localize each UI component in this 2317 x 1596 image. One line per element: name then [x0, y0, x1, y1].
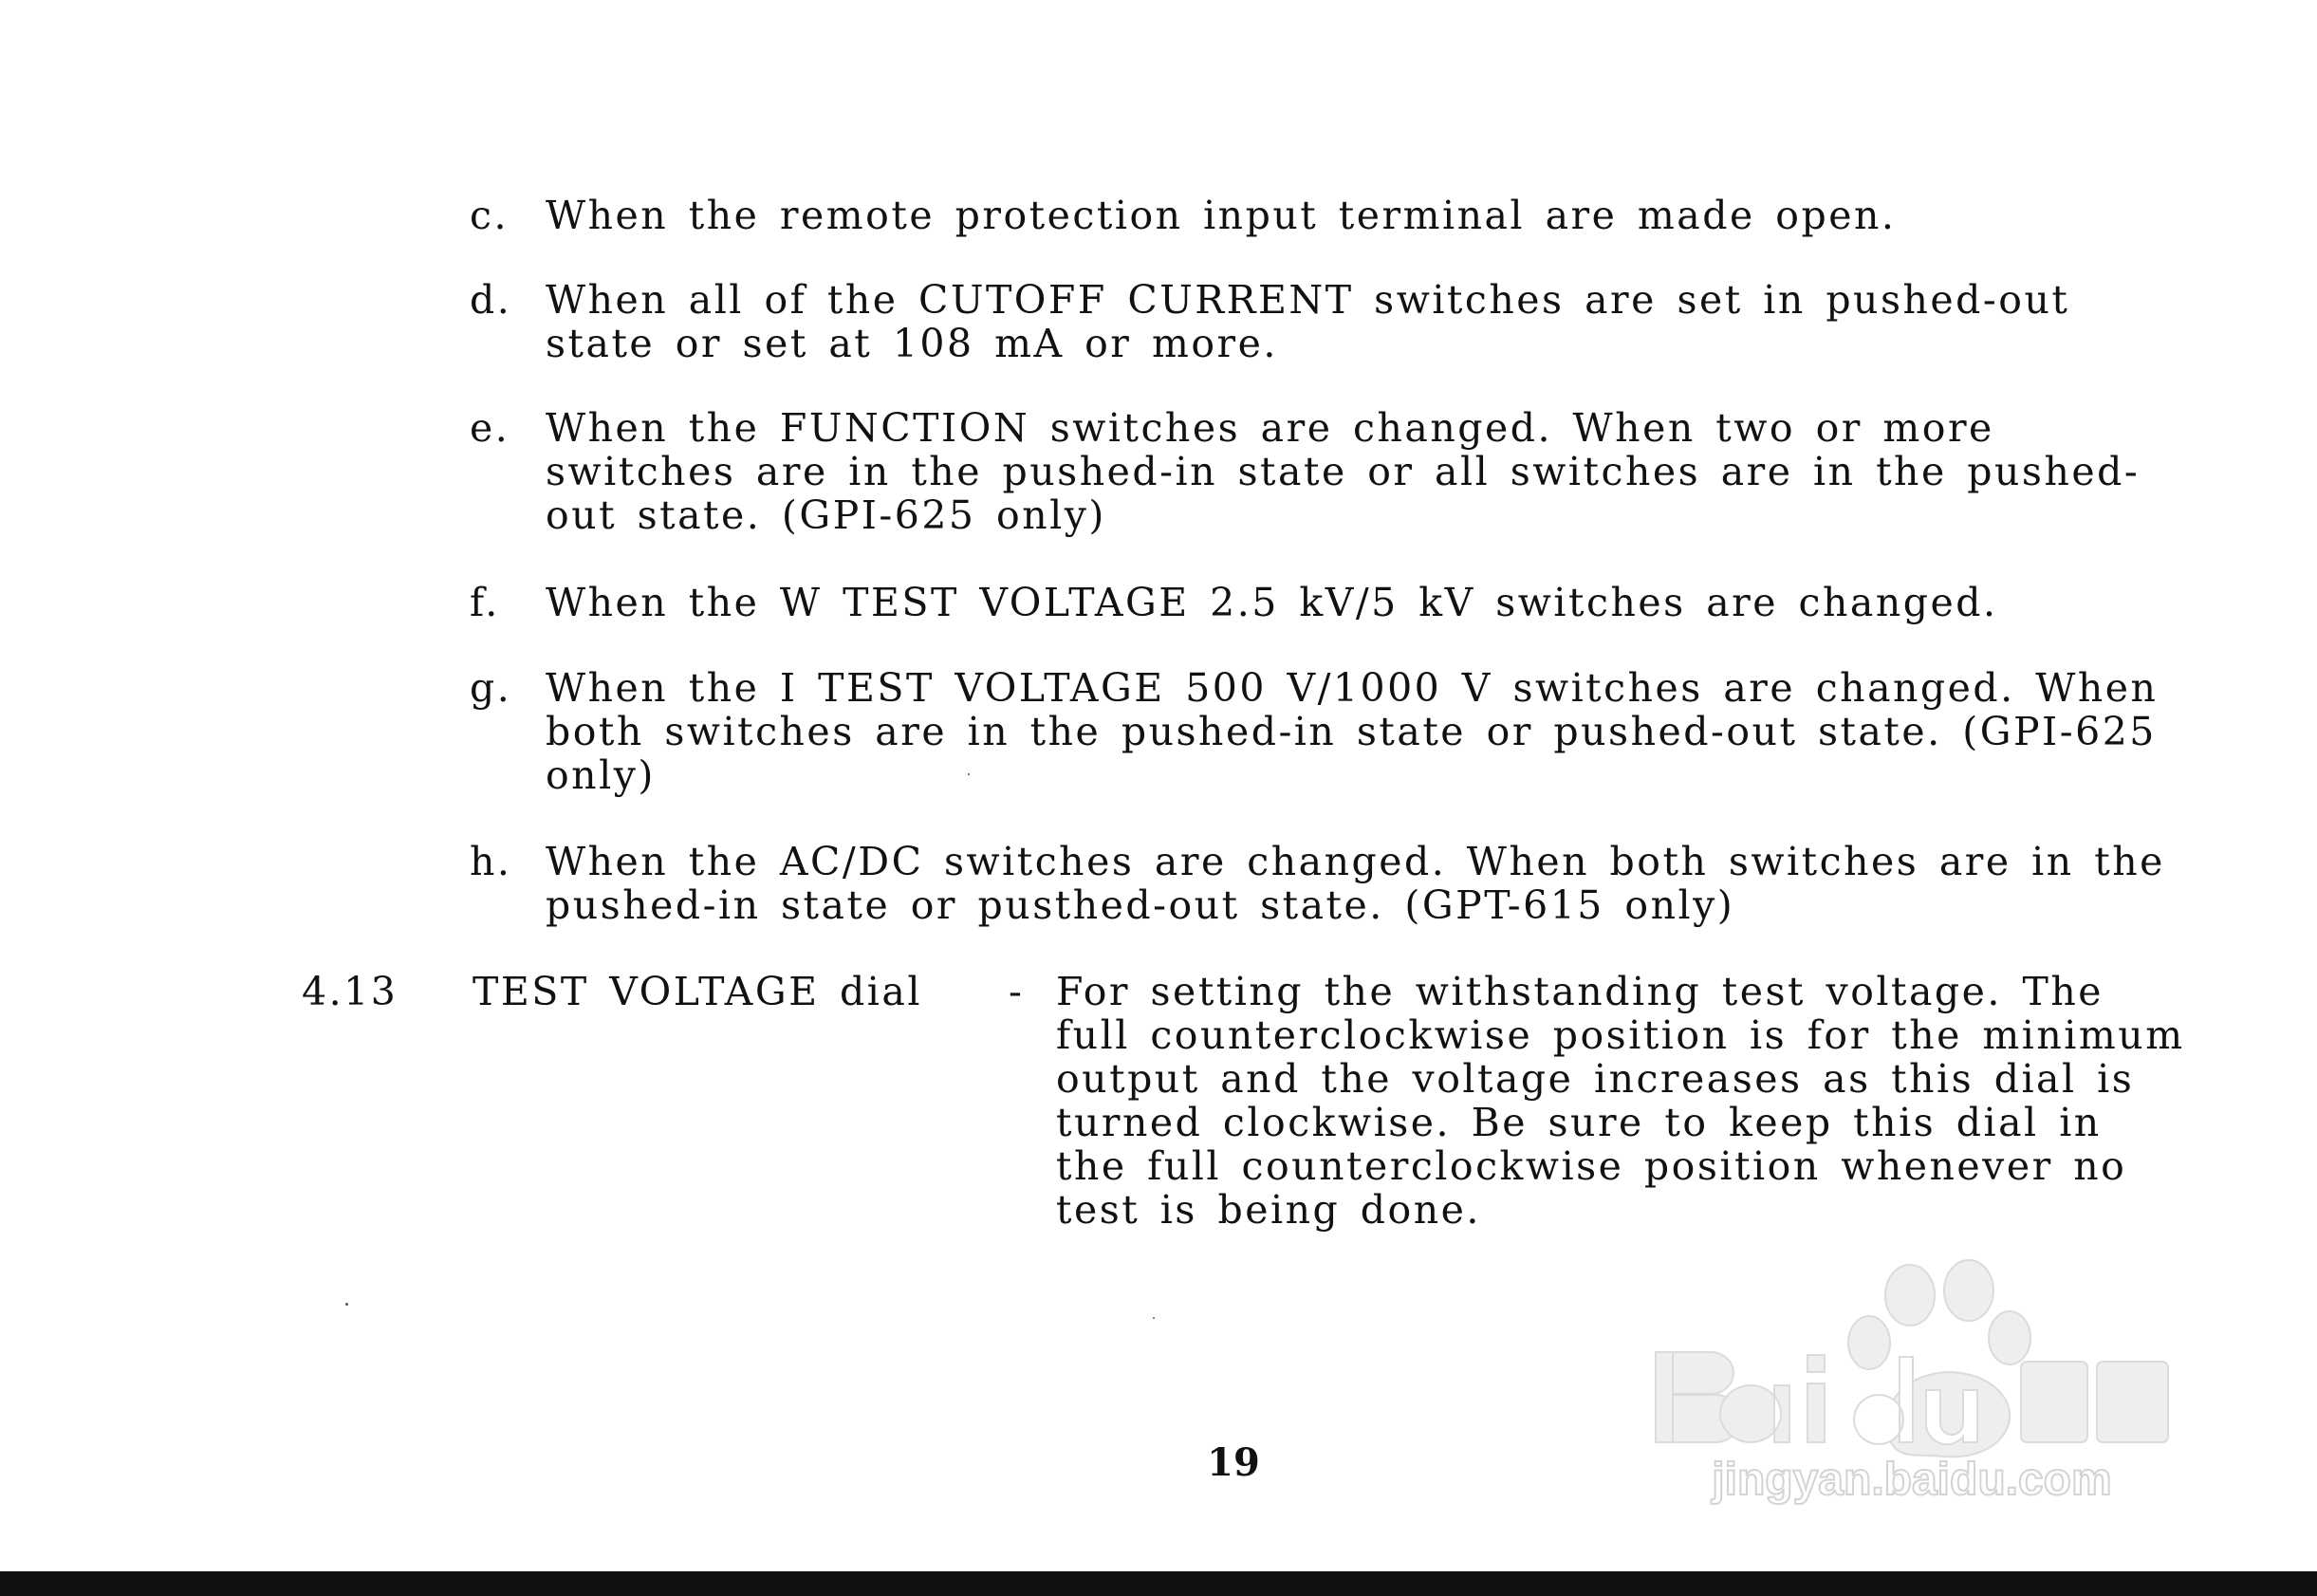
scan-speck — [968, 773, 970, 775]
page-number: 19 — [1207, 1440, 1260, 1485]
scan-speck — [345, 1303, 348, 1306]
scan-border-bar — [0, 1571, 2317, 1596]
list-item-e — [470, 406, 2225, 537]
term-dash: - — [1009, 969, 1025, 1014]
list-item-d — [470, 278, 2225, 365]
list-item-text: When the remote protection input terminal are made open. — [546, 193, 1897, 238]
list-item-g — [470, 666, 2225, 797]
list-item-text: When the W TEST VOLTAGE 2.5 kV/5 kV switches are changed. — [546, 580, 1998, 625]
watermark-logo-icon — [1641, 1243, 2182, 1509]
list-item-letter: g. — [470, 665, 512, 711]
scan-speck — [1153, 1317, 1155, 1319]
list-item-letter: e. — [470, 405, 510, 451]
baidu-jingyan-watermark — [1641, 1243, 2182, 1509]
list-item-letter: h. — [470, 839, 512, 884]
list-item-text: When the AC/DC switches are changed. When both switches are in the pushed-in state or pusthed-out state. (GPT-615 only) — [546, 839, 2165, 928]
list-item-letter: f. — [470, 580, 500, 625]
list-item-h — [470, 840, 2225, 927]
list-item-letter: d. — [470, 277, 512, 323]
list-item-f — [470, 581, 2225, 624]
list-item-c — [470, 194, 2225, 237]
section-description — [1009, 969, 2185, 1233]
watermark-url: jingyan.baidu.com — [1712, 1455, 2112, 1505]
section-description-text: For setting the withstanding test voltage. The full counterclockwise position is for the minimum output and the voltage increases as this dial is turned clockwise. Be sure to keep this dial in the full counterclockwise position whenever no test is being done. — [1056, 969, 2185, 1233]
list-item-letter: c. — [470, 193, 509, 238]
list-item-text: When all of the CUTOFF CURRENT switches are set in pushed-out state or set at 108 mA or more. — [546, 277, 2070, 366]
list-item-text: When the FUNCTION switches are changed. When two or more switches are in the pushed-in state or all switches are in the pushed-out state. (GPI-625 only) — [546, 405, 2141, 538]
section-number: 4.13 — [302, 969, 399, 1014]
section-term: TEST VOLTAGE dial — [473, 969, 922, 1014]
list-item-text: When the I TEST VOLTAGE 500 V/1000 V switches are changed. When both switches are in the pushed-in state or pushed-out state. (GPI-625 only) — [546, 665, 2159, 798]
